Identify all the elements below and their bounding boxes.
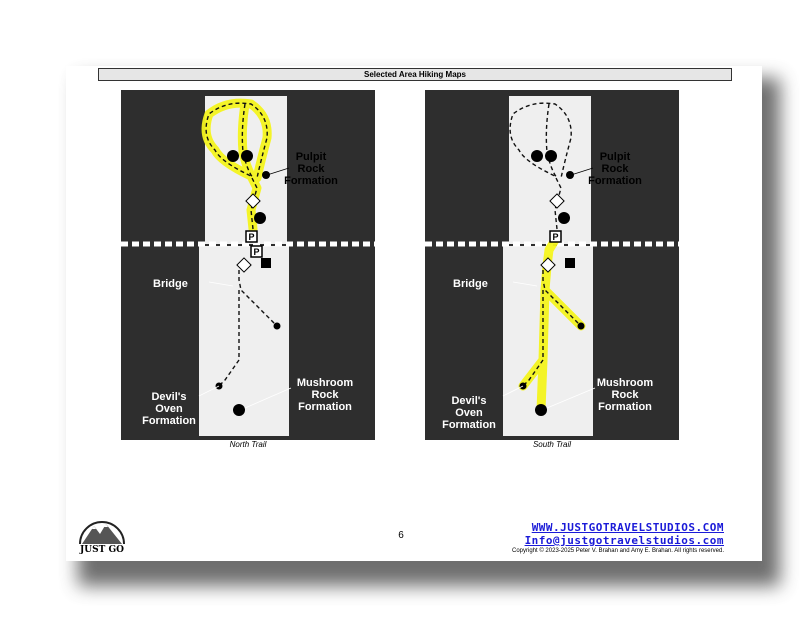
parking-sign-upper: P	[248, 232, 255, 242]
mushroom-label-2: Rock	[311, 389, 339, 401]
just-go-logo	[66, 512, 138, 557]
bridge-label: Bridge	[153, 278, 188, 290]
devils-label-1: Devil's	[451, 395, 487, 407]
parking-sign-lower: P	[253, 247, 260, 257]
devils-label-1: Devil's	[151, 391, 187, 403]
pulpit-label-1: Pulpit	[599, 151, 631, 163]
south-trail-map	[425, 90, 679, 440]
mushroom-label-1: Mushroom	[596, 377, 654, 389]
pulpit-label-3: Formation	[284, 175, 338, 187]
footer	[512, 521, 724, 554]
north-trail-caption: North Trail	[229, 440, 267, 449]
copyright-text: Copyright © 2023-2025 Peter V. Brahan and Amy E. Brahan. All rights reserved.	[512, 548, 724, 554]
svg-text:Formation	[284, 175, 338, 187]
website-link[interactable]: WWW.JUSTGOTRAVELSTUDIOS.COM	[531, 521, 724, 534]
pulpit-label-2: Rock	[601, 163, 629, 175]
devils-label-3: Formation	[442, 419, 496, 431]
north-trail-map	[121, 90, 375, 440]
logo-text: JUST GO	[80, 545, 124, 555]
pulpit-label-3: Formation	[588, 175, 642, 187]
section-header: Selected Area Hiking Maps	[98, 68, 732, 81]
pulpit-label-1: Pulpit	[295, 151, 327, 163]
parking-sign-upper: P	[552, 232, 559, 242]
svg-text:Pulpit	[296, 151, 327, 163]
pulpit-label-2: Rock	[297, 163, 325, 175]
svg-text:Rock	[298, 163, 326, 175]
page-number: 6	[398, 530, 404, 541]
bridge-label: Bridge	[453, 278, 488, 290]
south-trail-caption: South Trail	[532, 440, 572, 449]
document-page	[66, 66, 762, 561]
mushroom-label-3: Formation	[298, 401, 352, 413]
mushroom-label-1: Mushroom	[296, 377, 354, 389]
devils-label-2: Oven	[155, 403, 183, 415]
mushroom-label-3: Formation	[598, 401, 652, 413]
mushroom-label-2: Rock	[611, 389, 639, 401]
email-link[interactable]: Info@justgotravelstudios.com	[524, 534, 724, 547]
devils-label-2: Oven	[455, 407, 483, 419]
devils-label-3: Formation	[142, 415, 196, 427]
